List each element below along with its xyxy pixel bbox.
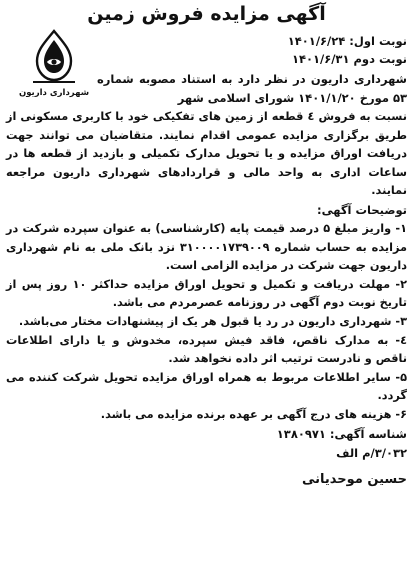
round-second: نوبت دوم ۱۴۰۱/۶/۳۱ (291, 52, 407, 66)
note-item-5: ۵- سایر اطلاعات مربوط به همراه اوراق مزایده تحویل شرکت کننده می گردد. (6, 370, 407, 403)
municipality-logo (12, 28, 96, 108)
note-item-1: ۱- واریز مبلغ ۵ درصد قیمت پایه (کارشناسی) به عنوان سپرده شرکت در مزایده به حساب شماره ۳۱۰۰۰۰۱۷۳۹۰۰۹ نزد بانک ملی به نام شهرداری داریون جهت شرکت در مزایده الزامی است. (6, 221, 407, 273)
ad-id: شناسه آگهی: ۱۳۸۰۹۷۱ (276, 426, 407, 441)
municipality-emblem-icon (25, 28, 83, 86)
notice-title: آگهی مزایده فروش زمین (87, 3, 326, 25)
note-item-3: ۳- شهرداری داریون در رد یا قبول هر یک از پیشنهادات مختار می‌باشد. (18, 314, 407, 328)
logo-caption: شهرداری داریون (18, 88, 90, 98)
reference-number: ۳/۰۳۲/م الف (336, 445, 407, 460)
note-item-4: ٤- به مدارک ناقص، فاقد فیش سپرده، مخدوش و یا دارای اطلاعات ناقص و نادرست ترتیب اثر داده نخواهد شد. (6, 333, 407, 366)
notice-body (6, 108, 407, 425)
intro-paragraph: نسبت به فروش ٤ قطعه از زمین های تفکیکی خود با کاربری مسکونی از طریق برگزاری مزایده عمومی اقدام نمایند. متقاضیان می توانند جهت دریافت اوراق مزایده و یا تحویل مدارک تکمیلی و بازدید از قطعه ها در ساعات اداری به واحد مالی و قراردادهای شهرداری داریون مراجعه نمایند. (6, 110, 407, 198)
intro-first-lines: شهرداری داریون در نظر دارد به استناد مصوبه شماره ۵۳ مورخ ۱۴۰۱/۱/۲۰ شورای اسلامی شهر (97, 72, 407, 105)
notes-heading: توضیحات آگهی: (317, 202, 407, 217)
publication-rounds (288, 32, 407, 68)
notice-header (6, 28, 407, 108)
notice-footer (6, 425, 407, 463)
signer-name: حسین موحدیانی (301, 471, 407, 487)
note-item-6: ۶- هزینه های درج آگهی بر عهده برنده مزایده می باشد. (100, 407, 407, 421)
round-first: نوبت اول: ۱۴۰۱/۶/۲۴ (287, 34, 407, 48)
note-item-2: ۲- مهلت دریافت و تکمیل و تحویل اوراق مزایده حداکثر ۱۰ روز پس از تاریخ نوبت دوم آگهی در روزنامه عصرمردم می باشد. (6, 277, 408, 310)
